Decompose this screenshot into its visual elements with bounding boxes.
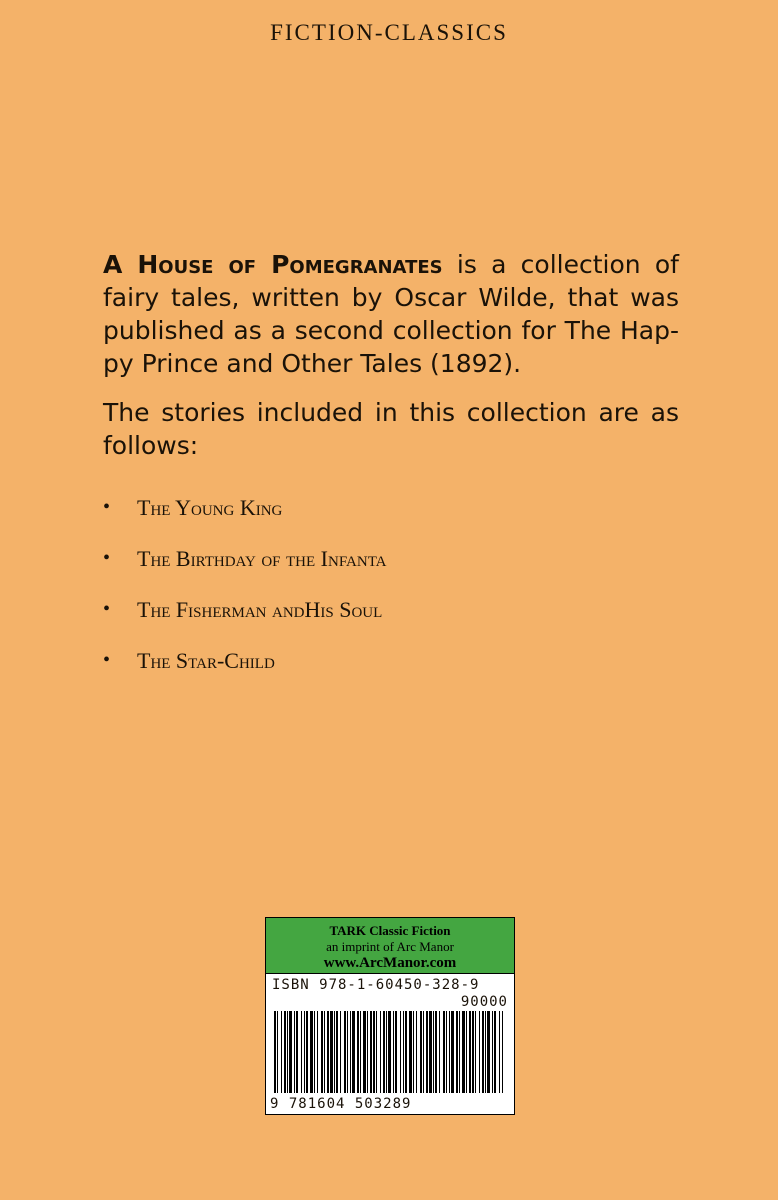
- barcode-bar: [304, 1011, 305, 1093]
- barcode-bar: [449, 1011, 450, 1093]
- publisher-band: [266, 918, 514, 974]
- barcode-bar: [350, 1011, 351, 1093]
- barcode-bar: [499, 1011, 500, 1093]
- barcode-bar: [439, 1011, 440, 1093]
- barcode-bar: [446, 1011, 447, 1093]
- barcode-bar: [383, 1011, 385, 1093]
- book-description: [103, 248, 679, 478]
- barcode-bar: [469, 1011, 471, 1093]
- barcode-bar: [367, 1011, 368, 1093]
- barcode-bar: [502, 1011, 503, 1093]
- list-item: [103, 482, 387, 533]
- barcode-digits: 9 781604 503289: [270, 1096, 412, 1112]
- barcode-bar: [324, 1011, 325, 1093]
- bullet-icon: •: [103, 496, 111, 518]
- list-item: [103, 533, 387, 584]
- barcode-bar: [310, 1011, 313, 1093]
- book-title: A House of Pomegranates: [103, 250, 443, 279]
- barcode-bar: [482, 1011, 484, 1093]
- barcode-bar: [327, 1011, 329, 1093]
- barcode-bar: [330, 1011, 333, 1093]
- story-list: [103, 482, 387, 686]
- barcode-bar: [284, 1011, 286, 1093]
- barcode-bar: [274, 1011, 276, 1093]
- barcode-bar: [395, 1011, 397, 1093]
- barcode-bar: [492, 1011, 493, 1093]
- barcode-bar: [352, 1011, 355, 1093]
- barcode-bar: [360, 1011, 361, 1093]
- barcode-icon: [272, 1011, 508, 1093]
- barcode-bar: [277, 1011, 278, 1093]
- description-paragraph-1: [103, 248, 679, 380]
- barcode-bar: [420, 1011, 422, 1093]
- price-code: 90000: [460, 994, 508, 1010]
- barcode-bar: [363, 1011, 366, 1093]
- barcode-bar: [393, 1011, 394, 1093]
- isbn-text: ISBN 978-1-60450-328-9: [272, 977, 480, 993]
- barcode-bar: [317, 1011, 318, 1093]
- barcode-bar: [336, 1011, 338, 1093]
- barcode-bar: [373, 1011, 375, 1093]
- bullet-icon: •: [103, 649, 111, 671]
- barcode-bar: [487, 1011, 490, 1093]
- barcode-bar: [301, 1011, 302, 1093]
- barcode-bar: [334, 1011, 335, 1093]
- barcode-bar: [409, 1011, 412, 1093]
- barcode-bar: [462, 1011, 465, 1093]
- barcode-bar: [289, 1011, 292, 1093]
- series-label: FICTION-CLASSICS: [270, 20, 508, 45]
- barcode-bar: [416, 1011, 417, 1093]
- imprint-of: an imprint of Arc Manor: [326, 939, 454, 954]
- barcode-bar: [321, 1011, 323, 1093]
- barcode-bar: [466, 1011, 467, 1093]
- barcode-bar: [370, 1011, 372, 1093]
- barcode-bar: [485, 1011, 486, 1093]
- barcode-bar: [433, 1011, 434, 1093]
- barcode-bar: [380, 1011, 381, 1093]
- bullet-icon: •: [103, 547, 111, 569]
- publisher-url: www.ArcManor.com: [323, 955, 457, 971]
- barcode-bar: [294, 1011, 295, 1093]
- barcode-bar: [423, 1011, 424, 1093]
- barcode-bar: [475, 1011, 476, 1093]
- imprint-name: TARK Classic Fiction: [329, 923, 451, 938]
- barcode-bar: [296, 1011, 298, 1093]
- barcode-bar: [459, 1011, 460, 1093]
- barcode-panel: [265, 917, 515, 1115]
- barcode-bar: [429, 1011, 432, 1093]
- barcode-bar: [405, 1011, 407, 1093]
- list-item: [103, 635, 387, 686]
- barcode-bar: [376, 1011, 377, 1093]
- barcode-bar: [494, 1011, 496, 1093]
- barcode-bar: [443, 1011, 445, 1093]
- barcode-bar: [400, 1011, 401, 1093]
- barcode-bar: [314, 1011, 315, 1093]
- barcode-bar: [413, 1011, 414, 1093]
- barcode-bar: [281, 1011, 282, 1093]
- story-title: The Fisherman andHis Soul: [137, 596, 383, 622]
- barcode-bar: [451, 1011, 454, 1093]
- barcode-bar: [388, 1011, 391, 1093]
- list-item: [103, 584, 387, 635]
- barcode-bar: [357, 1011, 359, 1093]
- barcode-bar: [306, 1011, 308, 1093]
- barcode-bar: [340, 1011, 341, 1093]
- barcode-bar: [456, 1011, 458, 1093]
- barcode-bar: [386, 1011, 387, 1093]
- story-title: The Young King: [137, 494, 283, 520]
- barcode-bar: [472, 1011, 474, 1093]
- bullet-icon: •: [103, 598, 111, 620]
- description-paragraph-2: The stories included in this collection are as follows:: [103, 398, 679, 460]
- barcode-bar: [347, 1011, 348, 1093]
- barcode-bar: [435, 1011, 437, 1093]
- story-title: The Star-Child: [137, 647, 275, 673]
- description-text: is a collection of fairy tales, written by Oscar Wilde, that was published as a second collection for The Hap-py Prince and Other Tales (1892).: [103, 250, 679, 378]
- story-title: The Birthday of the Infanta: [137, 545, 387, 571]
- barcode-bar: [287, 1011, 288, 1093]
- barcode-bar: [403, 1011, 404, 1093]
- barcode-bar: [344, 1011, 346, 1093]
- barcode-bar: [479, 1011, 480, 1093]
- barcode-bar: [426, 1011, 428, 1093]
